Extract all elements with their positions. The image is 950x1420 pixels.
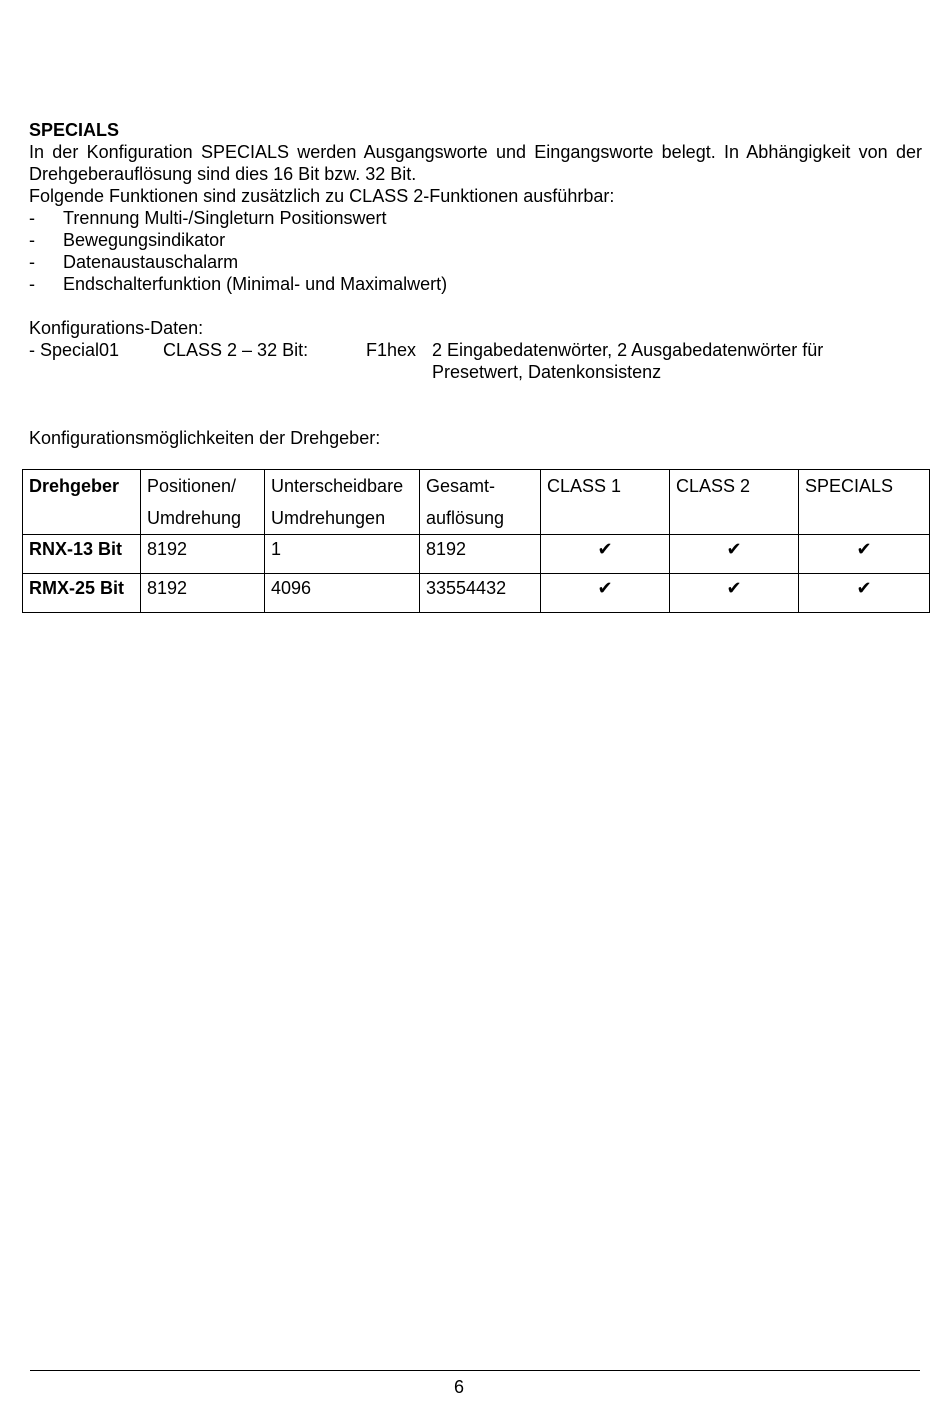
bullet-marker: - [29, 208, 35, 228]
footer-divider [30, 1370, 920, 1371]
section-paragraph: In der Konfiguration SPECIALS werden Ausgangsworte und Eingangsworte belegt. In Abhängigkeit von der Drehgeberauflösung sind dies 16 Bit bzw. 32 Bit. [29, 142, 922, 184]
cell-positionen: 8192 [141, 535, 265, 574]
spacer [29, 383, 922, 405]
check-icon: ✔ [670, 535, 799, 574]
document-body [29, 119, 922, 449]
bullet-text: Datenaustauschalarm [63, 252, 239, 272]
header-class1: CLASS 1 [541, 470, 670, 535]
config-hex: F1hex [366, 340, 417, 360]
bullet-marker: - [29, 252, 35, 272]
check-icon: ✔ [541, 535, 670, 574]
list-item [29, 251, 922, 273]
section-heading: SPECIALS [29, 120, 120, 140]
bullet-text: Endschalterfunktion (Minimal- und Maximalwert) [63, 274, 448, 294]
config-description-line2: Presetwert, Datenkonsistenz [432, 362, 662, 382]
table-row [23, 574, 930, 613]
table-row [23, 535, 930, 574]
header-aufloesung-line1: Gesamt- [426, 476, 496, 496]
cell-name: RNX-13 Bit [23, 535, 141, 574]
header-positionen [141, 470, 265, 535]
check-icon: ✔ [799, 535, 930, 574]
cell-aufloesung: 33554432 [420, 574, 541, 613]
header-umdrehungen-line1: Unterscheidbare [271, 476, 404, 496]
header-class2: CLASS 2 [670, 470, 799, 535]
page-number: 6 [453, 1377, 464, 1397]
config-description-line1: 2 Eingabedatenwörter, 2 Ausgabedatenwörter für [432, 340, 824, 360]
cell-positionen: 8192 [141, 574, 265, 613]
header-aufloesung [420, 470, 541, 535]
header-positionen-line1: Positionen/ [147, 476, 237, 496]
cell-umdrehungen: 1 [265, 535, 420, 574]
spacer [29, 405, 922, 427]
bullet-text: Bewegungsindikator [63, 230, 226, 250]
header-positionen-line2: Umdrehung [147, 508, 242, 528]
list-item [29, 273, 922, 295]
config-label: Konfigurations-Daten: [29, 318, 204, 338]
config-row [29, 339, 922, 383]
header-aufloesung-line2: auflösung [426, 508, 505, 528]
table-header-row [23, 470, 930, 535]
options-label: Konfigurationsmöglichkeiten der Drehgeber: [29, 428, 381, 448]
encoder-table [22, 469, 930, 613]
header-umdrehungen-line2: Umdrehungen [271, 508, 386, 528]
functions-intro: Folgende Funktionen sind zusätzlich zu CLASS 2-Funktionen ausführbar: [29, 186, 615, 206]
config-name: - Special01 [29, 340, 120, 360]
check-icon: ✔ [799, 574, 930, 613]
cell-name: RMX-25 Bit [23, 574, 141, 613]
bullet-text: Trennung Multi-/Singleturn Positionswert [63, 208, 387, 228]
cell-umdrehungen: 4096 [265, 574, 420, 613]
header-drehgeber: Drehgeber [23, 470, 141, 535]
list-item [29, 229, 922, 251]
check-icon: ✔ [541, 574, 670, 613]
header-specials: SPECIALS [799, 470, 930, 535]
bullet-marker: - [29, 274, 35, 294]
config-class: CLASS 2 – 32 Bit: [163, 340, 309, 360]
spacer [29, 295, 922, 317]
config-description [432, 339, 922, 383]
bullet-marker: - [29, 230, 35, 250]
check-icon: ✔ [670, 574, 799, 613]
list-item [29, 207, 922, 229]
cell-aufloesung: 8192 [420, 535, 541, 574]
header-umdrehungen [265, 470, 420, 535]
